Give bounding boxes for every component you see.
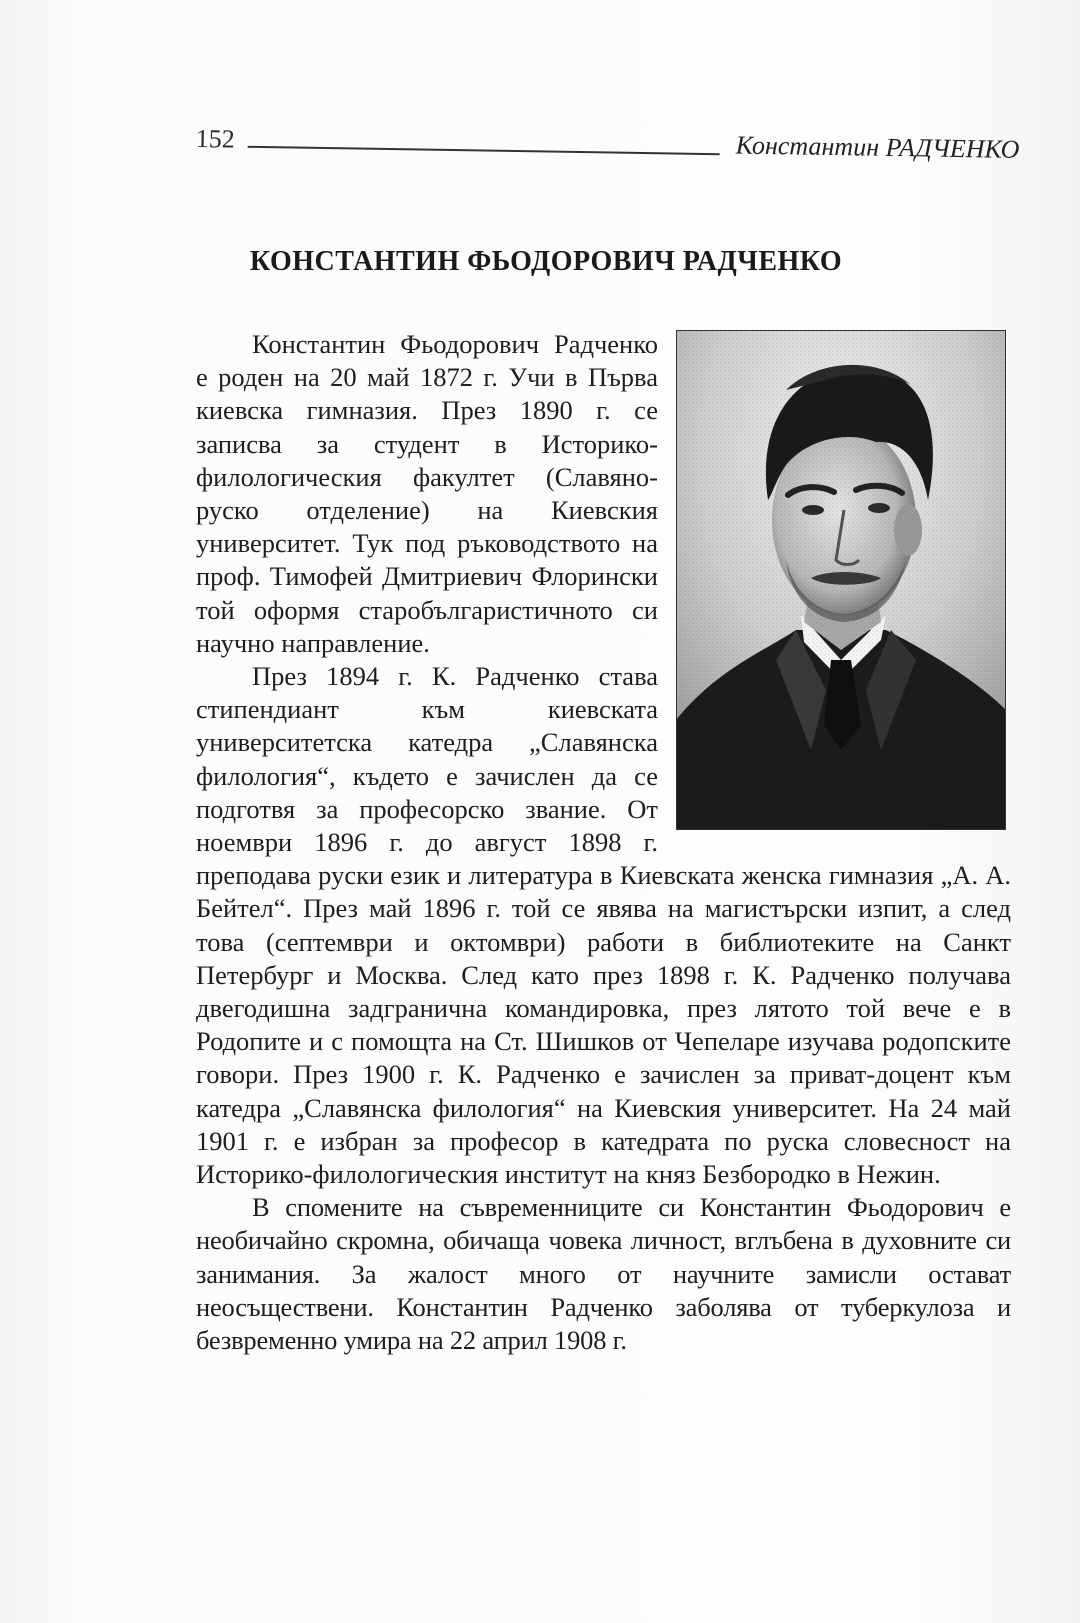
- page-number: 152: [195, 124, 235, 154]
- running-title: Константин РАДЧЕНКО: [735, 130, 1020, 164]
- paragraph-1: Константин Фьодорович Радченко е роден на 20 май 1872 г. Учи в Първа киевска гимназия. През 1890 г. се записва за студент в Историко-филологическия факултет (Славяно-руско отделение) на Киевския университет. Тук под ръководството на проф. Тимофей Дмитриевич Флорински той оформя старобългаристичното си научно направление.: [196, 329, 658, 658]
- portrait-figure: [676, 330, 1011, 835]
- running-head: [195, 124, 1020, 177]
- header-rule: [248, 146, 720, 155]
- paragraph-2: През 1894 г. К. Радченко става стипендиант към киевската университетска катедра „Славянска филология“, където е зачислен да се подготвя за професорско звание. От ноември 1896 г. до август 1898 г. преподава руски език и литература в Киевската женска гимназия „А. А. Бейтел“. През май 1896 г. той се явява на магистърски изпит, а след това (септември и октомври) работи в библиотеките на Санкт Петербург и Москва. След като през 1898 г. К. Радченко получава двегодишна задгранична командировка, през лятото той вече е в Родопите и с помощта на Ст. Шишков от Чепеларе изучава родопските говори. През 1900 г. К. Радченко е зачислен за приват-доцент към катедра „Славянска филология“ на Киевския университет. На 24 май 1901 г. е избран за професор в катедрата по руска словесност на Историко-филологическия институт на княз Безбородко в Нежин.: [196, 661, 1011, 1190]
- paragraph-3: В спомените на съвременниците си Константин Фьодорович е необичайно скромна, обичаща човека личност, вглъбена в духовните си занимания. За жалост много от научните замисли остават неосъществени. Константин Радченко заболява от туберкулоза и безвременно умира на 22 април 1908 г.: [196, 1192, 1011, 1356]
- chapter-title: КОНСТАНТИН ФЬОДОРОВИЧ РАДЧЕНКО: [249, 246, 843, 277]
- body-text: [196, 328, 1011, 1357]
- portrait-photo: [676, 330, 1006, 830]
